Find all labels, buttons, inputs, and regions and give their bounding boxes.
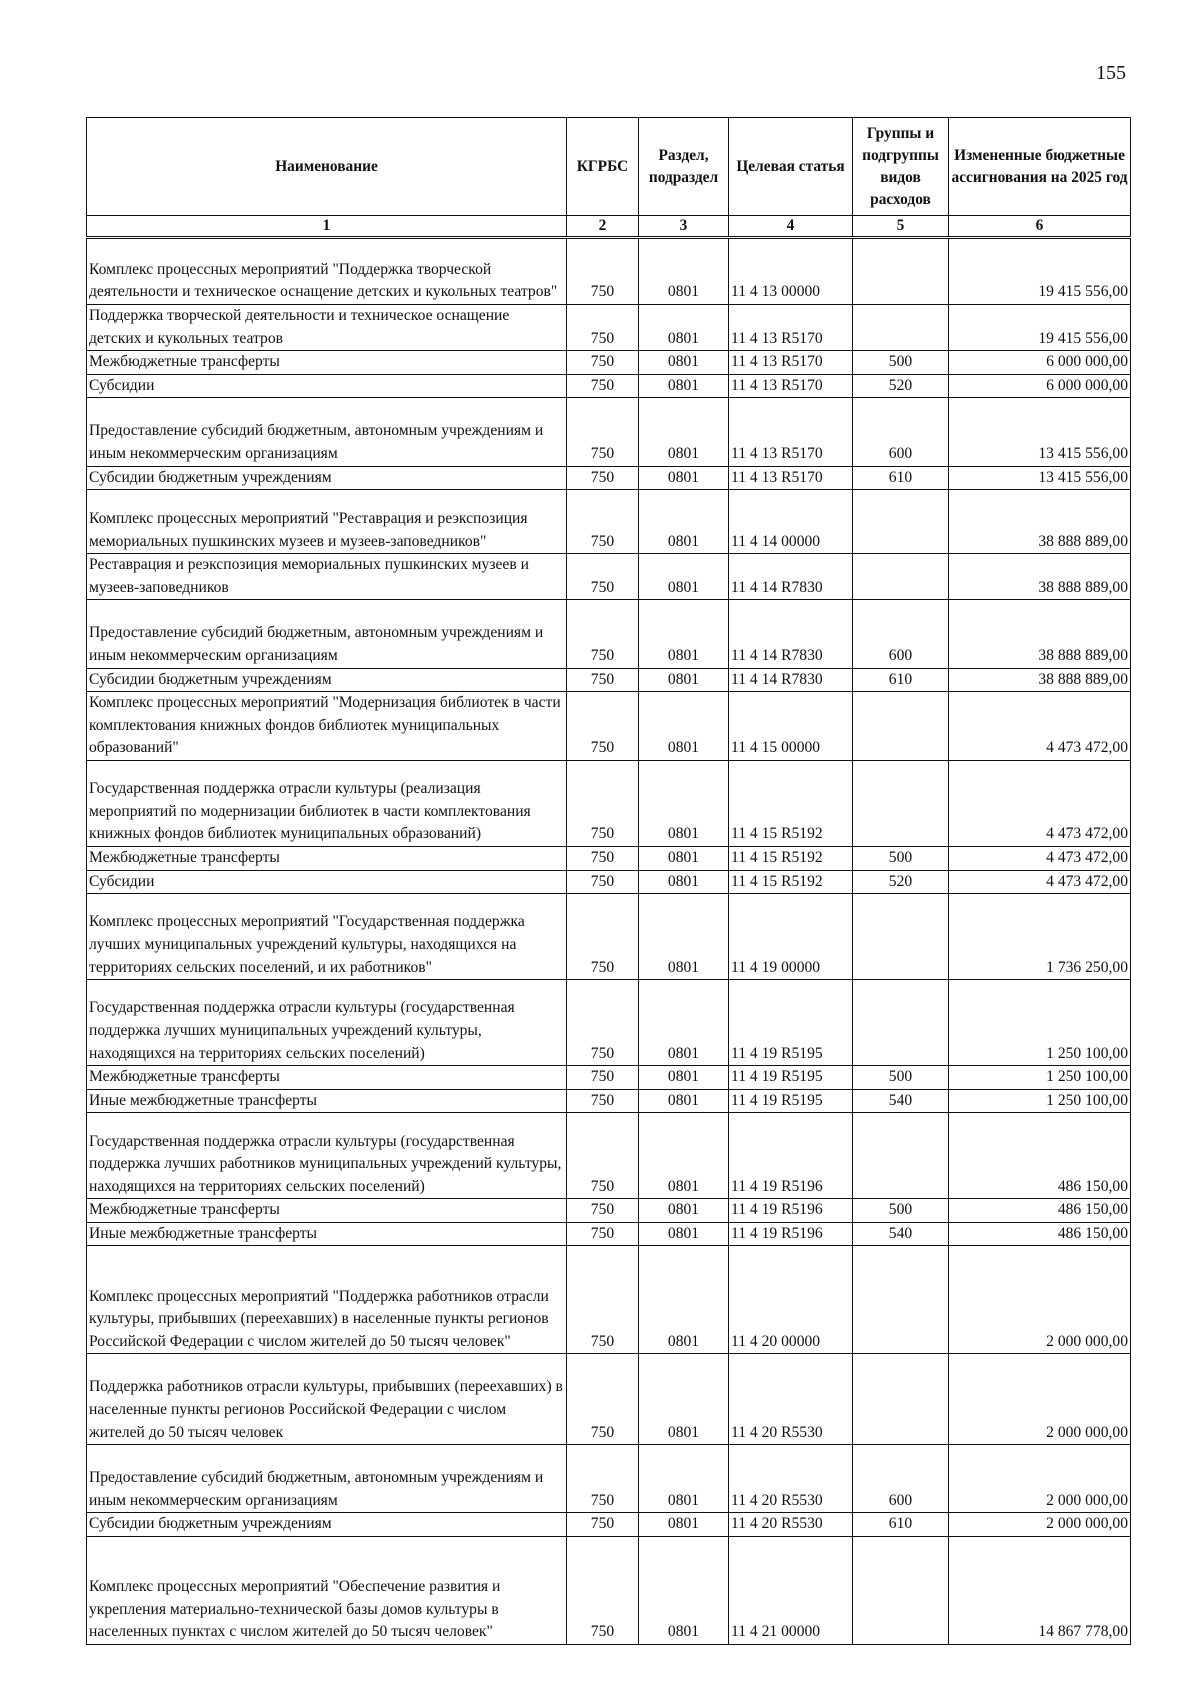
header-groups: Группы и подгруппы видов расходов [853, 118, 949, 216]
row-amount-cell: 1 250 100,00 [949, 1066, 1131, 1090]
row-kgrbs-cell: 750 [567, 466, 639, 490]
row-section-cell: 0801 [639, 760, 729, 846]
row-kgrbs-cell: 750 [567, 554, 639, 600]
table-row [87, 238, 1131, 305]
row-amount-cell: 38 888 889,00 [949, 668, 1131, 692]
row-group-cell: 520 [853, 870, 949, 894]
row-target-cell: 11 4 14 R7830 [729, 600, 853, 668]
row-section-cell: 0801 [639, 1222, 729, 1246]
row-target-cell: 11 4 14 R7830 [729, 554, 853, 600]
row-name-cell: Субсидии бюджетным учреждениям [87, 1513, 567, 1537]
row-target-cell: 11 4 19 R5195 [729, 1066, 853, 1090]
table-row [87, 894, 1131, 980]
row-amount-cell: 13 415 556,00 [949, 398, 1131, 466]
table-row [87, 1445, 1131, 1513]
row-name-cell: Предоставление субсидий бюджетным, автономным учреждениям и иным некоммерческим организациям [87, 600, 567, 668]
row-target-cell: 11 4 20 R5530 [729, 1513, 853, 1537]
row-name-cell: Государственная поддержка отрасли культуры (реализация мероприятий по модернизации библиотек в части комплектования книжных фондов библиотек муниципальных образований) [87, 760, 567, 846]
row-section-cell: 0801 [639, 554, 729, 600]
row-amount-cell: 38 888 889,00 [949, 600, 1131, 668]
row-name-cell: Комплекс процессных мероприятий "Модернизация библиотек в части комплектования книжных фондов библиотек муниципальных образований" [87, 692, 567, 761]
row-amount-cell: 1 736 250,00 [949, 894, 1131, 980]
row-group-cell: 610 [853, 466, 949, 490]
row-group-cell: 600 [853, 1445, 949, 1513]
table-row [87, 668, 1131, 692]
row-section-cell: 0801 [639, 668, 729, 692]
row-kgrbs-cell: 750 [567, 398, 639, 466]
column-number: 1 [87, 216, 567, 238]
row-section-cell: 0801 [639, 466, 729, 490]
row-amount-cell: 2 000 000,00 [949, 1513, 1131, 1537]
row-kgrbs-cell: 750 [567, 1513, 639, 1537]
row-group-cell: 520 [853, 374, 949, 398]
row-amount-cell: 2 000 000,00 [949, 1445, 1131, 1513]
row-name-cell: Межбюджетные трансферты [87, 1066, 567, 1090]
row-target-cell: 11 4 13 R5170 [729, 466, 853, 490]
row-group-cell [853, 305, 949, 351]
row-group-cell: 600 [853, 398, 949, 466]
row-kgrbs-cell: 750 [567, 1537, 639, 1645]
budget-allocation-table [86, 117, 1131, 1645]
header-kgrbs: КГРБС [567, 118, 639, 216]
row-target-cell: 11 4 20 00000 [729, 1246, 853, 1354]
table-row [87, 1199, 1131, 1223]
row-group-cell: 500 [853, 351, 949, 375]
table-row [87, 1246, 1131, 1354]
row-section-cell: 0801 [639, 870, 729, 894]
row-section-cell: 0801 [639, 490, 729, 554]
table-row [87, 554, 1131, 600]
row-group-cell [853, 1354, 949, 1445]
row-kgrbs-cell: 750 [567, 1066, 639, 1090]
row-target-cell: 11 4 20 R5530 [729, 1445, 853, 1513]
row-kgrbs-cell: 750 [567, 374, 639, 398]
row-group-cell [853, 1537, 949, 1645]
row-kgrbs-cell: 750 [567, 692, 639, 761]
row-group-cell [853, 980, 949, 1066]
row-section-cell: 0801 [639, 1513, 729, 1537]
row-amount-cell: 38 888 889,00 [949, 490, 1131, 554]
row-group-cell: 500 [853, 1066, 949, 1090]
row-section-cell: 0801 [639, 1113, 729, 1199]
row-name-cell: Комплекс процессных мероприятий "Реставрация и реэкспозиция мемориальных пушкинских музеев и музеев-заповедников" [87, 490, 567, 554]
row-target-cell: 11 4 13 R5170 [729, 398, 853, 466]
row-amount-cell: 486 150,00 [949, 1199, 1131, 1223]
table-row [87, 600, 1131, 668]
row-target-cell: 11 4 15 R5192 [729, 760, 853, 846]
row-amount-cell: 4 473 472,00 [949, 846, 1131, 870]
header-section: Раздел, подраздел [639, 118, 729, 216]
row-amount-cell: 14 867 778,00 [949, 1537, 1131, 1645]
row-name-cell: Субсидии [87, 870, 567, 894]
row-group-cell [853, 1246, 949, 1354]
table-row [87, 870, 1131, 894]
row-name-cell: Предоставление субсидий бюджетным, автономным учреждениям и иным некоммерческим организациям [87, 1445, 567, 1513]
row-kgrbs-cell: 750 [567, 490, 639, 554]
row-target-cell: 11 4 19 R5196 [729, 1199, 853, 1223]
row-section-cell: 0801 [639, 1089, 729, 1113]
row-name-cell: Комплекс процессных мероприятий "Государственная поддержка лучших муниципальных учреждений культуры, находящихся на территориях сельских поселений, и их работников" [87, 894, 567, 980]
row-name-cell: Комплекс процессных мероприятий "Поддержка творческой деятельности и техническое оснащение детских и кукольных театров" [87, 238, 567, 305]
row-kgrbs-cell: 750 [567, 894, 639, 980]
row-section-cell: 0801 [639, 692, 729, 761]
row-kgrbs-cell: 750 [567, 1445, 639, 1513]
row-group-cell [853, 894, 949, 980]
row-target-cell: 11 4 19 00000 [729, 894, 853, 980]
table-row [87, 305, 1131, 351]
table-row [87, 351, 1131, 375]
row-target-cell: 11 4 19 R5195 [729, 980, 853, 1066]
page-number: 155 [1096, 62, 1126, 84]
row-name-cell: Предоставление субсидий бюджетным, автономным учреждениям и иным некоммерческим организациям [87, 398, 567, 466]
row-target-cell: 11 4 19 R5196 [729, 1113, 853, 1199]
row-name-cell: Иные межбюджетные трансферты [87, 1222, 567, 1246]
row-name-cell: Межбюджетные трансферты [87, 351, 567, 375]
row-kgrbs-cell: 750 [567, 351, 639, 375]
row-target-cell: 11 4 19 R5195 [729, 1089, 853, 1113]
table-row [87, 760, 1131, 846]
row-kgrbs-cell: 750 [567, 870, 639, 894]
row-name-cell: Субсидии бюджетным учреждениям [87, 668, 567, 692]
table-row [87, 692, 1131, 761]
row-section-cell: 0801 [639, 374, 729, 398]
table-row [87, 490, 1131, 554]
row-section-cell: 0801 [639, 1537, 729, 1645]
table-row [87, 1066, 1131, 1090]
row-section-cell: 0801 [639, 1066, 729, 1090]
row-name-cell: Государственная поддержка отрасли культуры (государственная поддержка лучших муниципальных учреждений культуры, находящихся на территориях сельских поселений) [87, 980, 567, 1066]
row-target-cell: 11 4 19 R5196 [729, 1222, 853, 1246]
row-section-cell: 0801 [639, 305, 729, 351]
row-section-cell: 0801 [639, 600, 729, 668]
row-amount-cell: 6 000 000,00 [949, 351, 1131, 375]
column-number: 6 [949, 216, 1131, 238]
table-row [87, 1354, 1131, 1445]
row-kgrbs-cell: 750 [567, 1222, 639, 1246]
row-kgrbs-cell: 750 [567, 600, 639, 668]
table-row [87, 980, 1131, 1066]
row-section-cell: 0801 [639, 1199, 729, 1223]
row-target-cell: 11 4 21 00000 [729, 1537, 853, 1645]
row-amount-cell: 486 150,00 [949, 1222, 1131, 1246]
row-group-cell: 600 [853, 600, 949, 668]
row-target-cell: 11 4 13 00000 [729, 238, 853, 305]
row-group-cell [853, 760, 949, 846]
table-row [87, 1513, 1131, 1537]
row-amount-cell: 4 473 472,00 [949, 870, 1131, 894]
table-row [87, 1113, 1131, 1199]
row-target-cell: 11 4 20 R5530 [729, 1354, 853, 1445]
row-name-cell: Межбюджетные трансферты [87, 846, 567, 870]
row-group-cell [853, 1113, 949, 1199]
row-target-cell: 11 4 15 R5192 [729, 846, 853, 870]
row-name-cell: Реставрация и реэкспозиция мемориальных пушкинских музеев и музеев-заповедников [87, 554, 567, 600]
row-group-cell: 540 [853, 1222, 949, 1246]
row-target-cell: 11 4 13 R5170 [729, 351, 853, 375]
row-amount-cell: 6 000 000,00 [949, 374, 1131, 398]
table-row [87, 1537, 1131, 1645]
row-target-cell: 11 4 15 00000 [729, 692, 853, 761]
table-row [87, 398, 1131, 466]
row-amount-cell: 1 250 100,00 [949, 1089, 1131, 1113]
header-amount: Измененные бюджетные ассигнования на 2025 год [949, 118, 1131, 216]
row-kgrbs-cell: 750 [567, 846, 639, 870]
row-kgrbs-cell: 750 [567, 980, 639, 1066]
row-kgrbs-cell: 750 [567, 668, 639, 692]
row-group-cell [853, 554, 949, 600]
row-amount-cell: 2 000 000,00 [949, 1246, 1131, 1354]
row-amount-cell: 2 000 000,00 [949, 1354, 1131, 1445]
row-amount-cell: 19 415 556,00 [949, 305, 1131, 351]
row-name-cell: Комплекс процессных мероприятий "Обеспечение развития и укрепления материально-технической базы домов культуры в населенных пунктах с числом жителей до 50 тысяч человек" [87, 1537, 567, 1645]
row-target-cell: 11 4 13 R5170 [729, 305, 853, 351]
row-section-cell: 0801 [639, 980, 729, 1066]
row-group-cell: 610 [853, 1513, 949, 1537]
row-group-cell [853, 490, 949, 554]
row-target-cell: 11 4 13 R5170 [729, 374, 853, 398]
row-section-cell: 0801 [639, 1354, 729, 1445]
table-row [87, 374, 1131, 398]
row-target-cell: 11 4 15 R5192 [729, 870, 853, 894]
column-number-row [87, 216, 1131, 238]
row-name-cell: Поддержка работников отрасли культуры, прибывших (переехавших) в населенные пункты регионов Российской Федерации с числом жителей до 50 тысяч человек [87, 1354, 567, 1445]
row-kgrbs-cell: 750 [567, 1246, 639, 1354]
row-amount-cell: 4 473 472,00 [949, 760, 1131, 846]
row-kgrbs-cell: 750 [567, 760, 639, 846]
row-section-cell: 0801 [639, 238, 729, 305]
column-number: 5 [853, 216, 949, 238]
row-amount-cell: 486 150,00 [949, 1113, 1131, 1199]
row-amount-cell: 38 888 889,00 [949, 554, 1131, 600]
table-body [87, 238, 1131, 1645]
table-header-row [87, 118, 1131, 216]
row-target-cell: 11 4 14 R7830 [729, 668, 853, 692]
row-kgrbs-cell: 750 [567, 1089, 639, 1113]
row-name-cell: Межбюджетные трансферты [87, 1199, 567, 1223]
row-section-cell: 0801 [639, 1246, 729, 1354]
row-kgrbs-cell: 750 [567, 238, 639, 305]
row-group-cell: 540 [853, 1089, 949, 1113]
header-name: Наименование [87, 118, 567, 216]
row-section-cell: 0801 [639, 398, 729, 466]
row-name-cell: Комплекс процессных мероприятий "Поддержка работников отрасли культуры, прибывших (переехавших) в населенные пункты регионов Российской Федерации с числом жителей до 50 тысяч человек" [87, 1246, 567, 1354]
table-row [87, 1222, 1131, 1246]
row-group-cell [853, 238, 949, 305]
row-name-cell: Иные межбюджетные трансферты [87, 1089, 567, 1113]
column-number: 4 [729, 216, 853, 238]
row-group-cell: 610 [853, 668, 949, 692]
row-group-cell [853, 692, 949, 761]
row-section-cell: 0801 [639, 1445, 729, 1513]
column-number: 3 [639, 216, 729, 238]
row-amount-cell: 19 415 556,00 [949, 238, 1131, 305]
table-row [87, 1089, 1131, 1113]
header-target: Целевая статья [729, 118, 853, 216]
row-name-cell: Субсидии бюджетным учреждениям [87, 466, 567, 490]
row-kgrbs-cell: 750 [567, 1354, 639, 1445]
table-row [87, 466, 1131, 490]
row-section-cell: 0801 [639, 846, 729, 870]
row-amount-cell: 13 415 556,00 [949, 466, 1131, 490]
row-amount-cell: 1 250 100,00 [949, 980, 1131, 1066]
table-row [87, 846, 1131, 870]
row-kgrbs-cell: 750 [567, 1199, 639, 1223]
column-number: 2 [567, 216, 639, 238]
row-amount-cell: 4 473 472,00 [949, 692, 1131, 761]
row-name-cell: Поддержка творческой деятельности и техническое оснащение детских и кукольных театров [87, 305, 567, 351]
row-section-cell: 0801 [639, 351, 729, 375]
row-kgrbs-cell: 750 [567, 305, 639, 351]
row-target-cell: 11 4 14 00000 [729, 490, 853, 554]
row-section-cell: 0801 [639, 894, 729, 980]
row-group-cell: 500 [853, 846, 949, 870]
row-group-cell: 500 [853, 1199, 949, 1223]
row-name-cell: Государственная поддержка отрасли культуры (государственная поддержка лучших работников муниципальных учреждений культуры, находящихся на территориях сельских поселений) [87, 1113, 567, 1199]
row-name-cell: Субсидии [87, 374, 567, 398]
row-kgrbs-cell: 750 [567, 1113, 639, 1199]
